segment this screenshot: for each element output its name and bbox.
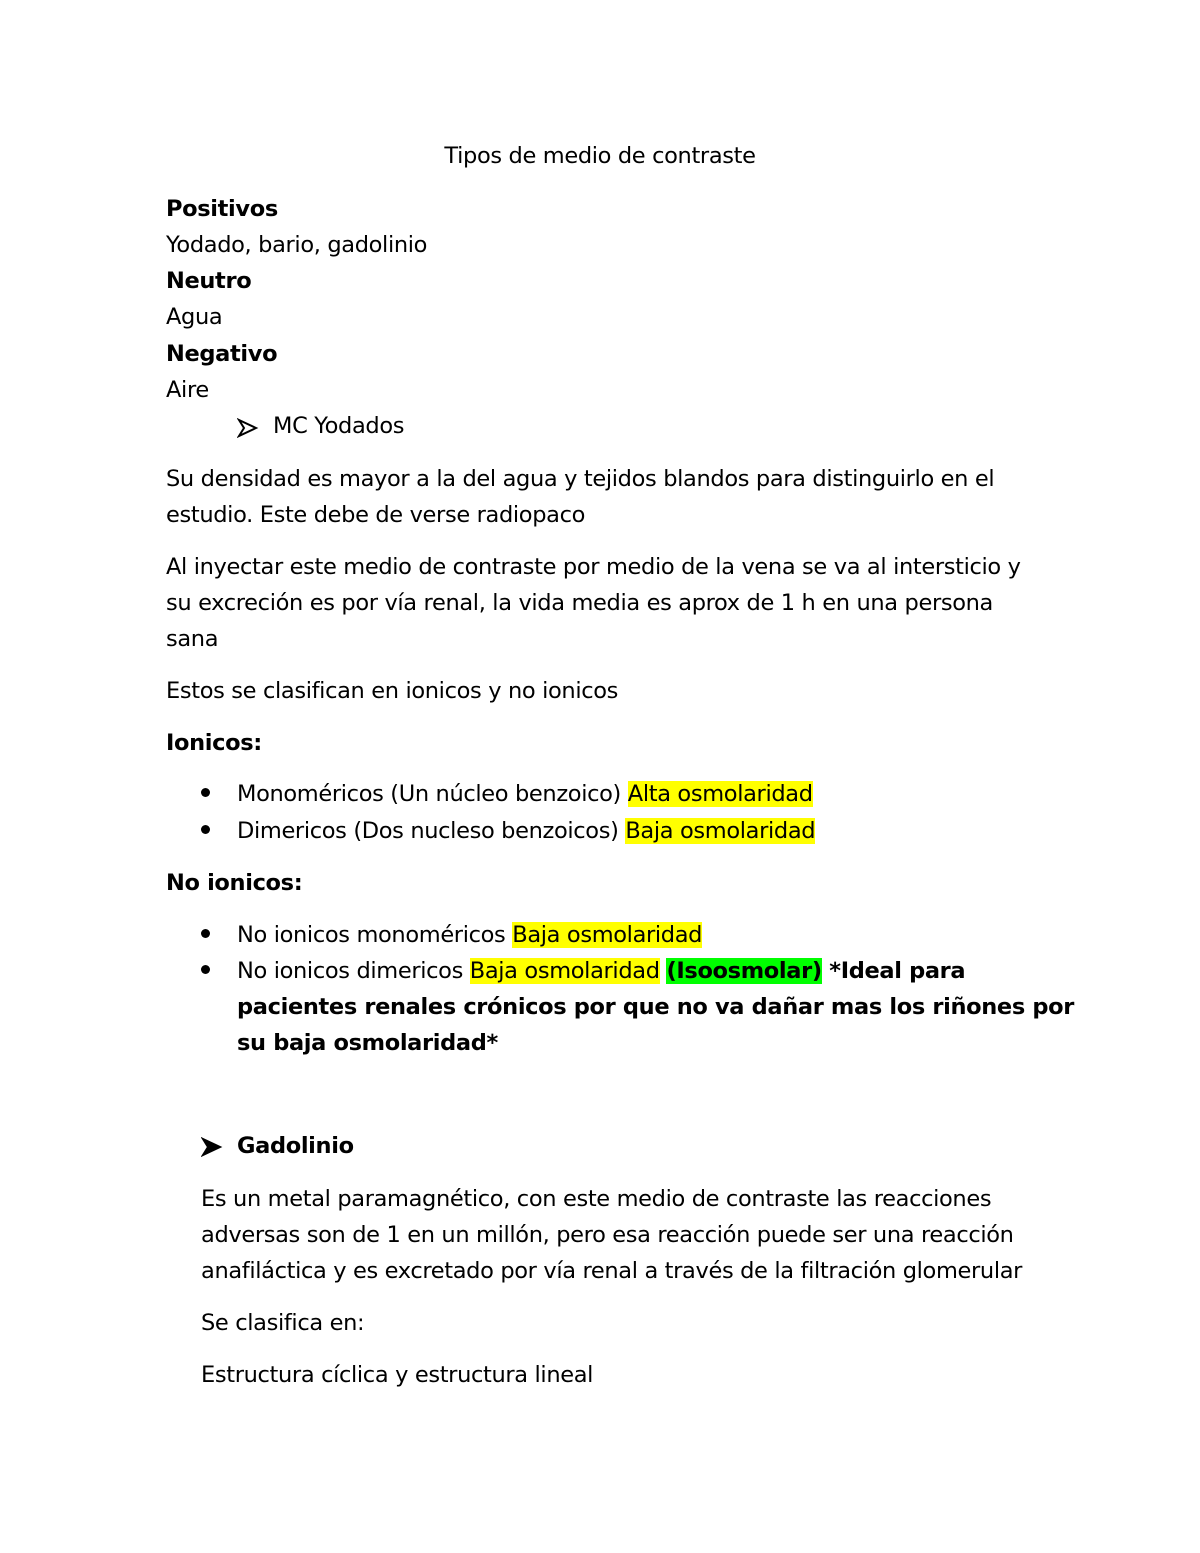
no-ionicos-heading: No ionicos:: [166, 870, 303, 896]
positivos-heading: Positivos: [166, 196, 278, 222]
se-clasifica-text: Se clasifica en:: [201, 1310, 365, 1336]
ionicos-heading: Ionicos:: [166, 730, 262, 756]
list-item: [237, 956, 965, 986]
ideal-note-line-2: pacientes renales crónicos por que no va dañar mas los riñones por: [237, 994, 1074, 1020]
bullet-icon: [201, 788, 210, 797]
densidad-line-1: Su densidad es mayor a la del agua y tejidos blandos para distinguirlo en el: [166, 466, 995, 492]
list-item: [237, 920, 702, 950]
list-item-text: Monoméricos (Un núcleo benzoico): [237, 781, 628, 807]
bullet-icon: [201, 825, 210, 834]
highlight-green: (Isoosmolar): [666, 958, 822, 984]
bullet-icon: [201, 965, 210, 974]
highlight-yellow: Baja osmolaridad: [625, 818, 816, 844]
ideal-note-line-3: su baja osmolaridad*: [237, 1030, 498, 1056]
densidad-line-2: estudio. Este debe de verse radiopaco: [166, 502, 586, 528]
list-item-text: No ionicos dimericos: [237, 958, 470, 984]
clasifican-text: Estos se clasifican en ionicos y no ionicos: [166, 678, 619, 704]
page-title: Tipos de medio de contraste: [444, 143, 756, 169]
list-item-text: No ionicos monoméricos: [237, 922, 513, 948]
inyectar-line-1: Al inyectar este medio de contraste por medio de la vena se va al intersticio y: [166, 554, 1021, 580]
highlight-yellow: Baja osmolaridad: [469, 958, 660, 984]
list-item: [237, 816, 815, 846]
estructura-text: Estructura cíclica y estructura lineal: [201, 1362, 594, 1388]
highlight-yellow: Alta osmolaridad: [627, 781, 813, 807]
arrow-bullet-icon: [201, 1137, 223, 1157]
gadolinio-heading: Gadolinio: [237, 1133, 354, 1159]
negativo-heading: Negativo: [166, 341, 278, 367]
gadolinio-line-3: anafiláctica y es excretado por vía renal a través de la filtración glomerular: [201, 1258, 1023, 1284]
gadolinio-line-2: adversas son de 1 en un millón, pero esa reacción puede ser una reacción: [201, 1222, 1014, 1248]
neutro-text: Agua: [166, 304, 223, 330]
negativo-text: Aire: [166, 377, 209, 403]
inyectar-line-2: su excreción es por vía renal, la vida media es aprox de 1 h en una persona: [166, 590, 993, 616]
list-item: [237, 779, 813, 809]
highlight-yellow: Baja osmolaridad: [512, 922, 703, 948]
gadolinio-line-1: Es un metal paramagnético, con este medio de contraste las reacciones: [201, 1186, 992, 1212]
positivos-text: Yodado, bario, gadolinio: [166, 232, 428, 258]
mc-yodados-item: MC Yodados: [273, 413, 405, 439]
list-item-text: Dimericos (Dos nucleso benzoicos): [237, 818, 626, 844]
neutro-heading: Neutro: [166, 268, 252, 294]
inyectar-line-3: sana: [166, 626, 219, 652]
ideal-note-line-1: *Ideal para: [821, 958, 966, 984]
arrow-bullet-icon: [237, 418, 259, 438]
bullet-icon: [201, 929, 210, 938]
